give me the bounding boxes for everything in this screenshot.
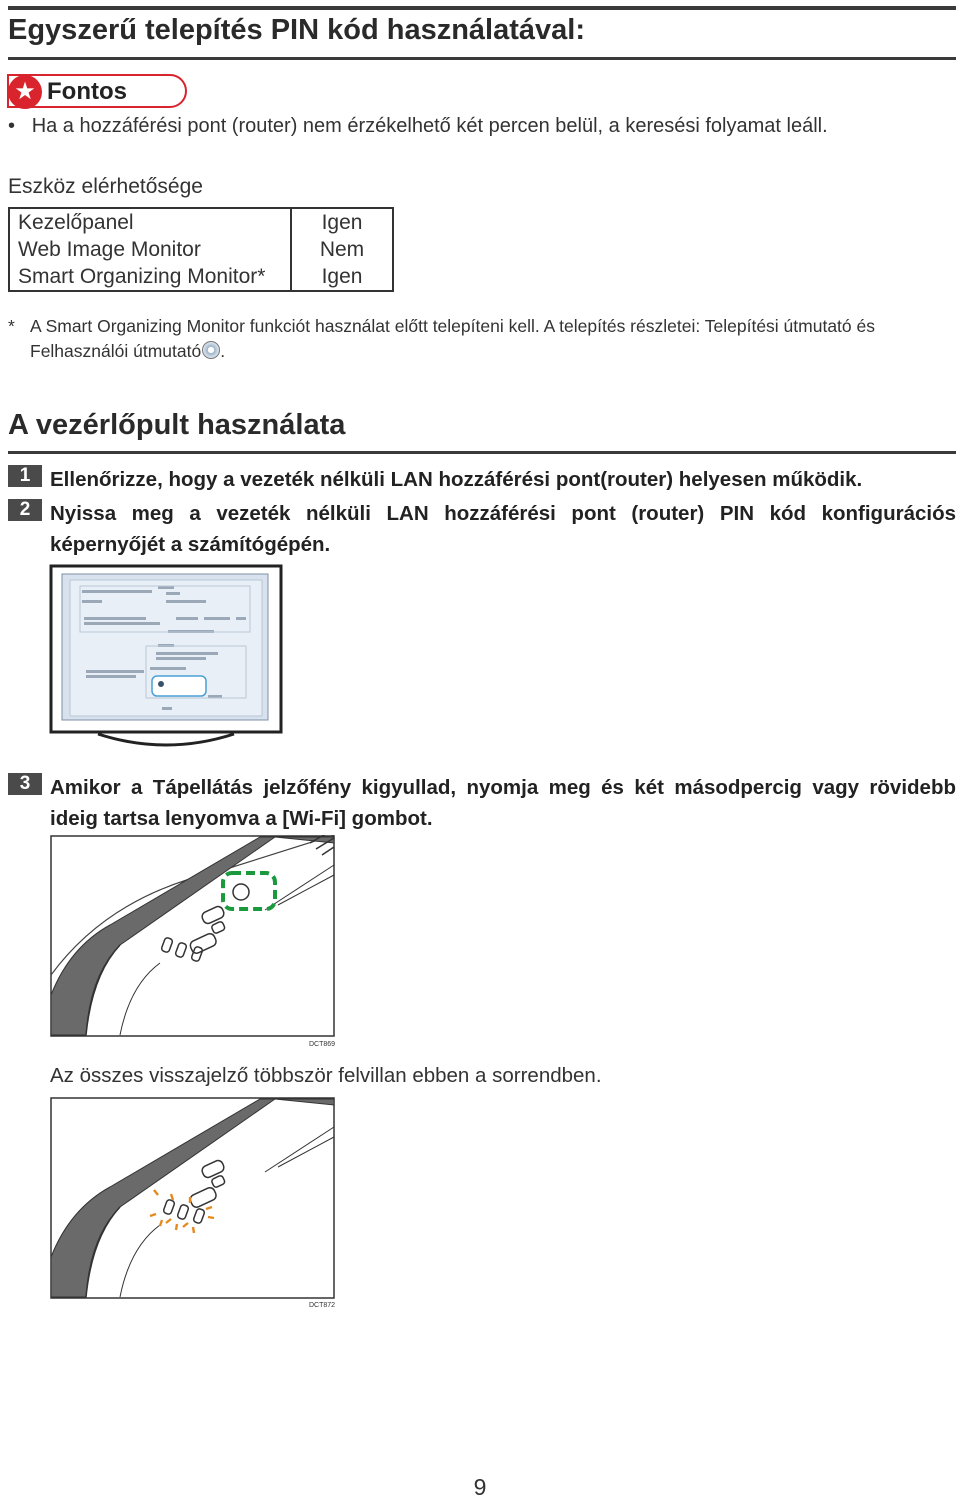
step-text: Nyissa meg a vezeték nélküli LAN hozzáférési pont (router) PIN kód konfigurációs képernyőjét a számítógépén. — [50, 502, 956, 556]
important-note — [8, 115, 828, 138]
disc-icon — [202, 341, 220, 359]
availability-table — [8, 207, 394, 292]
section-title: Egyszerű telepítés PIN kód használatával: — [8, 14, 585, 46]
bullet-marker: • — [8, 115, 16, 137]
section-rule — [8, 451, 956, 454]
star-icon: ★ — [8, 75, 42, 109]
footnote-text: A Smart Organizing Monitor funkciót használat előtt telepíteni kell. A telepítés részletei: Telepítési útmutató és Felhasználói útmutató — [30, 316, 875, 361]
top-rule — [8, 6, 956, 10]
title-rule — [8, 57, 956, 60]
row-value: Igen — [291, 208, 393, 236]
important-badge — [7, 74, 187, 108]
footnote-end: . — [220, 341, 226, 361]
step-number: 1 — [8, 465, 42, 487]
important-label: Fontos — [47, 78, 127, 105]
footnote-marker: * — [8, 316, 15, 336]
step-number: 2 — [8, 499, 42, 521]
step-number: 3 — [8, 773, 42, 795]
row-value: Nem — [291, 236, 393, 263]
row-name: Smart Organizing Monitor* — [9, 263, 291, 291]
availability-title: Eszköz elérhetősége — [8, 175, 203, 198]
figure-code: DCT869 — [309, 1041, 336, 1048]
row-value: Igen — [291, 263, 393, 291]
table-row — [9, 208, 393, 236]
page-number: 9 — [473, 1474, 487, 1500]
step-text: Ellenőrizze, hogy a vezeték nélküli LAN hozzáférési pont(router) helyesen működik. — [50, 468, 863, 491]
printer-illustration-blink — [50, 1097, 335, 1299]
figure-code: DCT872 — [309, 1302, 336, 1309]
monitor-illustration — [48, 564, 288, 756]
step-text: Amikor a Tápellátás jelzőfény kigyullad, nyomja meg és két másodpercig vagy rövidebb ideig tartsa lenyomva a [Wi-Fi] gombot. — [50, 776, 956, 830]
table-row — [9, 263, 393, 291]
important-text: Ha a hozzáférési pont (router) nem érzékelhető két percen belül, a keresési folyamat leáll. — [31, 115, 828, 137]
figure-caption: Az összes visszajelző többször felvillan ebben a sorrendben. — [50, 1064, 602, 1087]
printer-illustration — [50, 835, 335, 1037]
table-row — [9, 236, 393, 263]
row-name: Kezelőpanel — [9, 208, 291, 236]
row-name: Web Image Monitor — [9, 236, 291, 263]
section-title: A vezérlőpult használata — [8, 409, 346, 441]
